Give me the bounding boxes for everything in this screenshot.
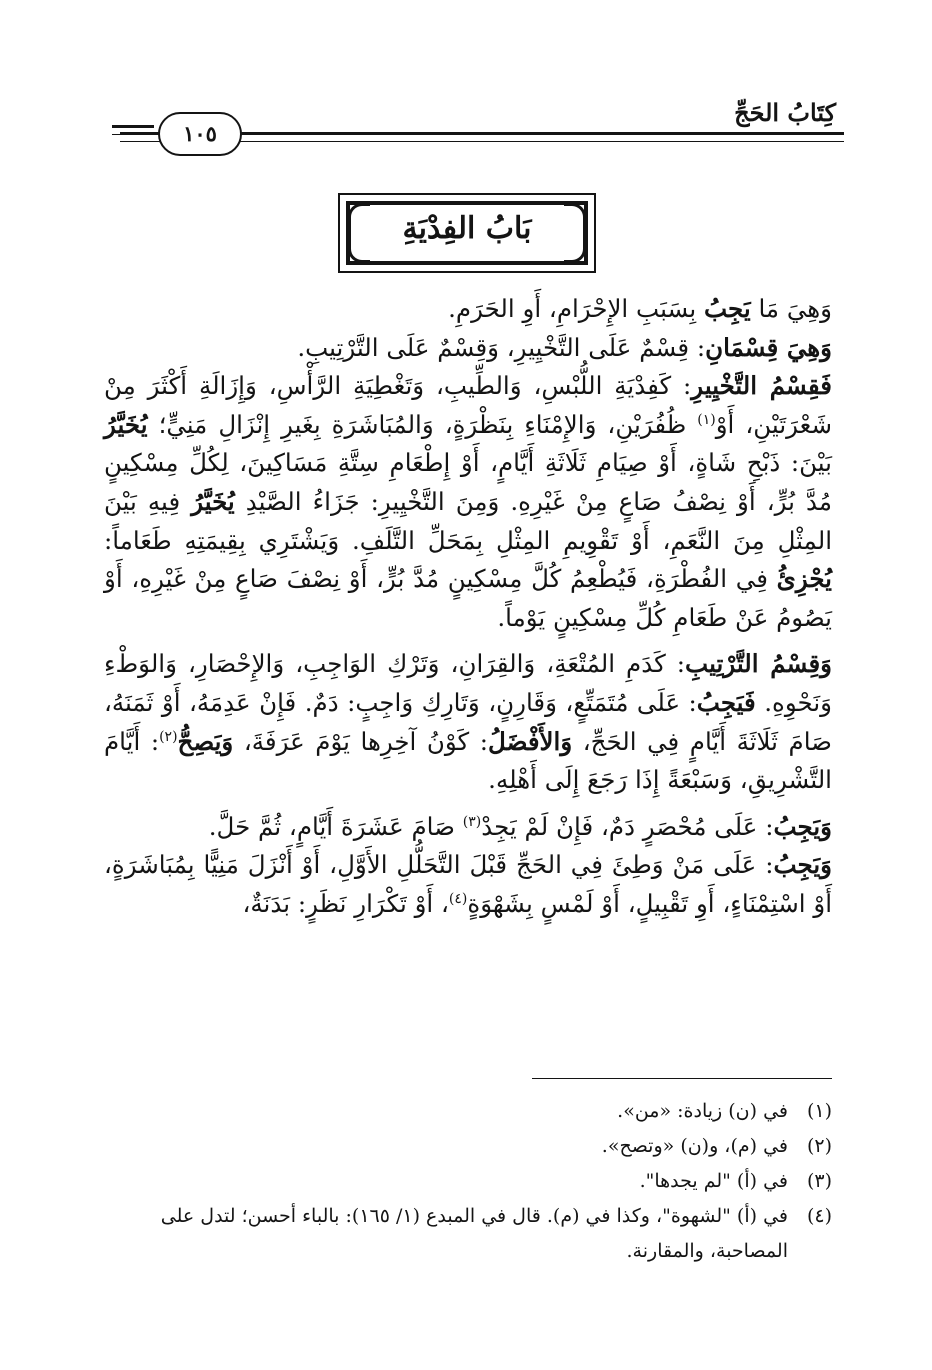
bold-term: يُخَيَّرُ bbox=[191, 486, 235, 516]
text-run: صَامَ عَشَرَةَ أَيَّامٍ، ثُمَّ حَلَّ. bbox=[208, 811, 463, 841]
text-run: : عَلَى مُحْصَرٍ دَمٌ، فَإِنْ لَمْ يَجِدْ bbox=[481, 811, 774, 841]
text-run: : كَفِدْيَةِ اللُّبْسِ، وَالطِّيبِ، وَتَغْطِيَةِ الرَّأْسِ، وَإِزَالَةِ أَكْثَرَ مِنْ شَعْرَتَيْنِ، أَوْ bbox=[104, 371, 832, 439]
footnote-text: في (أ) "لشهوة"، وكذا في (م). قال في المبدع (١/ ١٦٥): بالباء أحسن؛ لتدل على المصاحبة، والمقارنة. bbox=[160, 1205, 788, 1262]
bold-term: فَيَجِبُ bbox=[696, 687, 756, 717]
text-run: : كَوْنُ آخِرِها يَوْمَ عَرَفَةَ، bbox=[233, 726, 489, 756]
footnote-marker: (٣) bbox=[462, 813, 482, 830]
text-run: : قِسْمٌ عَلَى التَّخْيِيرِ، وَقِسْمٌ عَلَى التَّرْتِيبِ. bbox=[297, 332, 706, 362]
paragraph bbox=[104, 367, 832, 637]
footnote-separator bbox=[532, 1078, 832, 1079]
footnote-text: في (م)، و(ن) «وتصح». bbox=[601, 1135, 788, 1157]
bold-term: وَالأَفْضَلُ bbox=[488, 726, 573, 756]
paragraph bbox=[104, 808, 832, 847]
footnote-item bbox=[104, 1094, 832, 1129]
bold-term: وَقِسْمُ التَّرْتِيبِ bbox=[685, 649, 832, 679]
footnote-number: (١) bbox=[806, 1100, 832, 1122]
book-title: كِتَابُ الحَجِّ bbox=[734, 98, 836, 127]
text-run: ، أَوْ تَكْرَارِ نَظَرٍ: بَدَنَةٌ، bbox=[242, 888, 449, 918]
chapter-title: بَابُ الفِدْيَةِ bbox=[402, 211, 532, 246]
paragraph bbox=[104, 645, 832, 799]
text-run: ظُفُرَيْنِ، وَالإِمْنَاءِ بِنَظْرَةٍ، وَالمُبَاشَرَةِ بِغَيرِ إِنْزَالِ مَنِيٍّ؛ bbox=[147, 409, 698, 439]
bold-term: وَيَجِبُ bbox=[773, 811, 832, 841]
bold-term: وَهِيَ قِسْمَانِ bbox=[705, 332, 832, 362]
text-run: وَهِيَ مَا bbox=[750, 294, 832, 323]
footnote-number: (٤) bbox=[806, 1205, 832, 1227]
text-run: بِسَبَبِ الإِحْرَامِ، أَوِ الحَرَمِ. bbox=[448, 294, 704, 323]
text-run: فِيهِ بَيْنَ المِثْلِ مِنَ النَّعَمِ، أَوْ تَقْوِيمِ المِثْلِ بِمَحَلِّ التَّلَفِ. وَيَشْتَرِي بِقِيمَتِهِ طَعَاماً: bbox=[104, 486, 832, 555]
paragraph bbox=[104, 329, 832, 368]
footnote-marker: (١) bbox=[697, 411, 716, 428]
text-run: فِي الفُطْرَةِ، فَيُطْعِمُ كُلَّ مِسْكِينٍ مُدَّ بُرٍّ، أَوْ نِصْفَ صَاعٍ مِنْ غَيْرِهِ، أَوْ يَصُومُ عَنْ طَعَامِ كُلِّ مِسْكِينٍ يَوْماً. bbox=[104, 564, 832, 632]
chapter-title-frame bbox=[338, 193, 596, 273]
paragraph bbox=[104, 846, 832, 923]
footnote-number: (٣) bbox=[806, 1170, 832, 1192]
bold-term: يُجْزِئُ bbox=[776, 564, 832, 594]
footnotes bbox=[104, 1094, 832, 1269]
footnote-marker: (٤) bbox=[448, 890, 468, 907]
bold-term: يَجِبُ bbox=[703, 294, 751, 323]
text-run: : عَلَى مَنْ وَطِئَ فِي الحَجِّ قَبْلَ التَّحَلُّلِ الأَوَّلِ، أَوْ أَنْزَلَ مَنِيًّا بِمُبَاشَرَةٍ، أَوْ اسْتِمْنَاءٍ، أَوِ تَقْبِيلٍ، أَوْ لَمْسٍ بِشَهْوَةٍ bbox=[104, 850, 832, 918]
bold-term: يُخَيَّرُ bbox=[104, 409, 148, 439]
text-run: بَيْنَ: ذَبْحِ شَاةٍ، أَوْ صِيَامِ ثَلَاثَةِ أَيَّامٍ، أَوْ إِطْعَامِ سِتَّةِ مَسَاكِينَ، لِكُلِّ مِسْكِينٍ مُدَّ بُرٍّ، أَوْ نِصْفُ صَاعٍ مِنْ غَيْرِهِ. وَمِنَ التَّخْيِيرِ: جَزَاءُ الصَّيْدِ bbox=[104, 448, 832, 516]
footnote-item bbox=[104, 1199, 832, 1269]
footnote-number: (٢) bbox=[806, 1135, 832, 1157]
footnote-text: في (ن) زيادة: «من». bbox=[617, 1100, 788, 1122]
text-run: : عَلَى مُتَمَتِّعٍ، وَقَارِنٍ، وَتَارِكِ وَاجِبٍ: دَمٌ. فَإِنْ عَدِمَهُ، أَوْ ثَمَنَهُ، صَامَ ثَلَاثَةَ أَيَّامٍ فِي الحَجِّ، bbox=[104, 687, 832, 756]
footnote-item bbox=[104, 1129, 832, 1164]
bold-term: فَقِسْمُ التَّخْيِيرِ bbox=[691, 371, 832, 401]
paragraph bbox=[104, 290, 832, 329]
page-number: ١٠٥ bbox=[158, 112, 242, 156]
text-run: : كَدَمِ المُتْعَةِ، وَالقِرَانِ، وَتَرْكِ الوَاجِبِ، وَالإِحْصَارِ، وَالوَطْءِ وَنَحْوِهِ. bbox=[104, 649, 832, 717]
footnote-text: في (أ) "لم يجدها". bbox=[639, 1170, 788, 1192]
bold-term: وَيَصِحُّ bbox=[177, 726, 234, 756]
footnote-marker: (٢) bbox=[159, 728, 178, 745]
header-rule-left bbox=[112, 125, 154, 135]
body-text bbox=[104, 290, 832, 924]
text-run: : أَيَّامَ التَّشْرِيقِ، وَسَبْعَةً إِذَا رَجَعَ إِلَى أَهْلِهِ. bbox=[104, 726, 832, 795]
footnote-item bbox=[104, 1164, 832, 1199]
bold-term: وَيَجِبُ bbox=[773, 850, 832, 880]
